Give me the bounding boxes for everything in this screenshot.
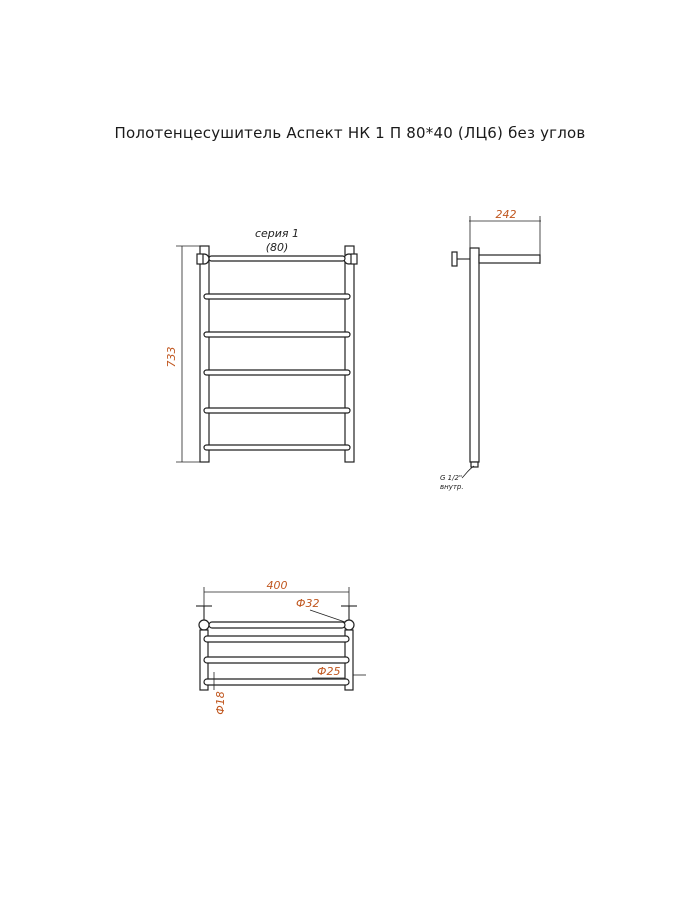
rung-1 (209, 256, 345, 261)
top-view (196, 579, 366, 715)
page-title: Полотенцесушитель Аспект НК 1 П 80*40 (ЛЦ6) без углов (114, 124, 586, 142)
series-label: серия 1 (254, 227, 300, 240)
height-dimension-label: 733 (165, 346, 178, 368)
top-rung-1 (209, 622, 345, 628)
left-collector (200, 246, 209, 462)
dia-collector-leader (310, 610, 345, 622)
side-collector (470, 248, 479, 462)
left-nut-cap (197, 254, 203, 264)
rung-2 (204, 294, 350, 299)
top-rung-4 (204, 679, 349, 685)
right-collector (345, 246, 354, 462)
left-collector-section (199, 620, 209, 630)
dia-bar-label: Ф25 (317, 665, 341, 678)
depth-dimension-label: 242 (495, 208, 517, 221)
thread-label: G 1/2" (440, 474, 463, 482)
side-thread-fitting (471, 462, 478, 467)
series-value: (80) (265, 241, 289, 254)
side-top-bar (479, 255, 540, 263)
rung-3 (204, 332, 350, 337)
rung-5 (204, 408, 350, 413)
dia-small-label: Ф18 (214, 691, 227, 715)
right-nut-cap (351, 254, 357, 264)
dia-collector-label: Ф32 (296, 597, 320, 610)
side-valve-knob (452, 252, 457, 266)
front-view (165, 227, 357, 462)
rung-4 (204, 370, 350, 375)
thread-note: внутр. (440, 483, 464, 491)
side-view (440, 208, 541, 491)
thread-leader-line (462, 466, 474, 478)
top-rung-3 (204, 657, 349, 663)
top-rung-2 (204, 636, 349, 642)
width-dimension-label: 400 (266, 579, 288, 592)
rung-6 (204, 445, 350, 450)
